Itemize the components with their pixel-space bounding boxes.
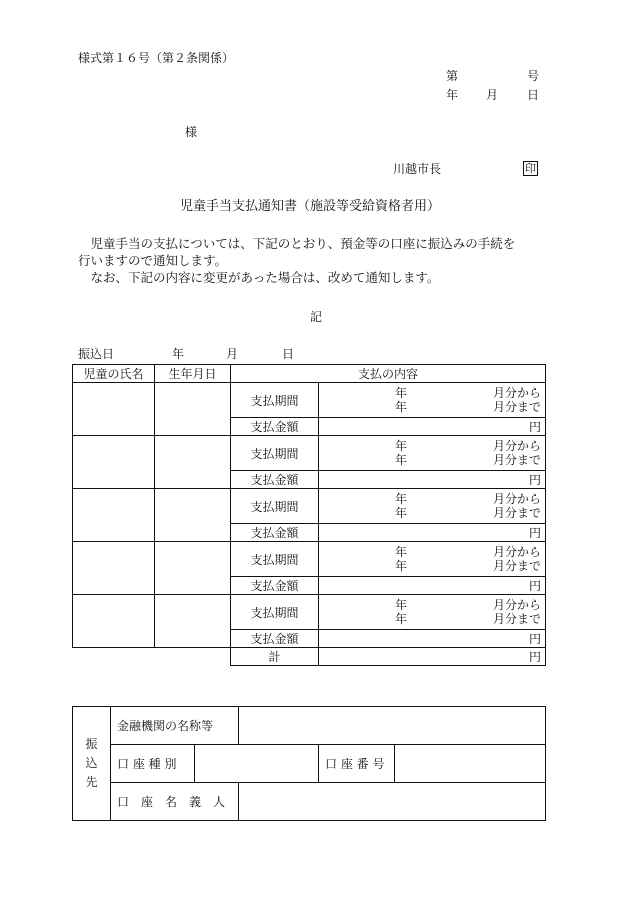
payment-table-header bbox=[73, 365, 546, 383]
period-month: 月分まで bbox=[492, 506, 541, 520]
birthdate-cell[interactable] bbox=[155, 489, 231, 542]
period-year: 年 bbox=[395, 506, 408, 520]
col-payment-content: 支払の内容 bbox=[231, 365, 546, 383]
number-suffix: 号 bbox=[527, 69, 540, 83]
body-line: なお、下記の内容に変更があった場合は、改めて通知します。 bbox=[90, 270, 440, 285]
payment-table bbox=[72, 364, 546, 666]
amount-label: 支払金額 bbox=[231, 471, 319, 489]
period-month: 月分から bbox=[492, 386, 541, 400]
period-month: 月分まで bbox=[492, 612, 541, 626]
child-name-cell[interactable] bbox=[73, 436, 155, 489]
body-line: 行いますので通知します。 bbox=[78, 253, 228, 268]
col-birthdate: 生年月日 bbox=[155, 365, 231, 383]
period-month: 月分から bbox=[492, 598, 541, 612]
child-name-cell[interactable] bbox=[73, 542, 155, 595]
body-line: 児童手当の支払については、下記のとおり、預金等の口座に振込みの手続を bbox=[90, 236, 516, 251]
transfer-destination-table bbox=[72, 706, 546, 821]
body-text bbox=[78, 235, 550, 286]
amount-label: 支払金額 bbox=[231, 577, 319, 595]
period-year: 年 bbox=[395, 559, 408, 573]
total-value: 円 bbox=[319, 648, 546, 666]
bank-name-field[interactable] bbox=[239, 707, 546, 745]
side-char: 込 bbox=[85, 756, 98, 770]
account-type-label: 口 座 種 別 bbox=[111, 745, 195, 783]
account-holder-label: 口 座 名 義 人 bbox=[111, 783, 239, 821]
period-year: 年 bbox=[395, 545, 408, 559]
period-value bbox=[319, 542, 546, 577]
ki-heading: 記 bbox=[310, 310, 323, 324]
period-month: 月分から bbox=[492, 492, 541, 506]
amount-label: 支払金額 bbox=[231, 418, 319, 436]
period-year: 年 bbox=[395, 453, 408, 467]
period-month: 月分から bbox=[492, 439, 541, 453]
account-number-label: 口 座 番 号 bbox=[319, 745, 395, 783]
period-month: 月分まで bbox=[492, 400, 541, 414]
period-value bbox=[319, 436, 546, 471]
date-year: 年 bbox=[446, 88, 459, 102]
total-row bbox=[73, 648, 546, 666]
period-year: 年 bbox=[395, 598, 408, 612]
account-holder-field[interactable] bbox=[239, 783, 546, 821]
amount-value: 円 bbox=[319, 418, 546, 436]
number-prefix: 第 bbox=[446, 69, 459, 83]
period-label: 支払期間 bbox=[231, 383, 319, 418]
period-month: 月分まで bbox=[492, 453, 541, 467]
period-year: 年 bbox=[395, 492, 408, 506]
document-title: 児童手当支払通知書（施設等受給資格者用） bbox=[180, 199, 441, 214]
addressee-suffix: 様 bbox=[185, 125, 198, 139]
transfer-date-label: 振込日 bbox=[78, 347, 115, 361]
transfer-date-day: 日 bbox=[282, 347, 295, 361]
table-row bbox=[73, 489, 546, 524]
period-value bbox=[319, 595, 546, 630]
period-label: 支払期間 bbox=[231, 542, 319, 577]
period-label: 支払期間 bbox=[231, 489, 319, 524]
period-label: 支払期間 bbox=[231, 595, 319, 630]
account-type-field[interactable] bbox=[195, 745, 319, 783]
table-row bbox=[73, 436, 546, 471]
col-child-name: 児童の氏名 bbox=[73, 365, 155, 383]
period-month: 月分から bbox=[492, 545, 541, 559]
amount-value: 円 bbox=[319, 524, 546, 542]
amount-value: 円 bbox=[319, 471, 546, 489]
table-row bbox=[73, 595, 546, 630]
period-year: 年 bbox=[395, 612, 408, 626]
child-name-cell[interactable] bbox=[73, 489, 155, 542]
birthdate-cell[interactable] bbox=[155, 436, 231, 489]
date-month: 月 bbox=[486, 88, 499, 102]
transfer-date-month: 月 bbox=[226, 347, 239, 361]
period-month: 月分まで bbox=[492, 559, 541, 573]
table-row bbox=[73, 383, 546, 418]
side-char: 振 bbox=[85, 737, 98, 751]
period-year: 年 bbox=[395, 439, 408, 453]
amount-value: 円 bbox=[319, 630, 546, 648]
child-name-cell[interactable] bbox=[73, 595, 155, 648]
amount-value: 円 bbox=[319, 577, 546, 595]
table-row bbox=[73, 542, 546, 577]
seal-mark: 印 bbox=[525, 162, 536, 175]
period-year: 年 bbox=[395, 400, 408, 414]
bank-name-label: 金融機関の名称等 bbox=[111, 707, 239, 745]
issuer: 川越市長 bbox=[393, 162, 442, 176]
birthdate-cell[interactable] bbox=[155, 542, 231, 595]
period-value bbox=[319, 383, 546, 418]
transfer-destination-label bbox=[73, 707, 111, 821]
amount-label: 支払金額 bbox=[231, 630, 319, 648]
amount-label: 支払金額 bbox=[231, 524, 319, 542]
account-number-field[interactable] bbox=[395, 745, 546, 783]
birthdate-cell[interactable] bbox=[155, 595, 231, 648]
side-char: 先 bbox=[85, 775, 98, 789]
transfer-date-year: 年 bbox=[172, 347, 185, 361]
period-value bbox=[319, 489, 546, 524]
form-number: 様式第１６号（第２条関係） bbox=[78, 51, 235, 65]
period-year: 年 bbox=[395, 386, 408, 400]
birthdate-cell[interactable] bbox=[155, 383, 231, 436]
total-label: 計 bbox=[231, 648, 319, 666]
child-name-cell[interactable] bbox=[73, 383, 155, 436]
period-label: 支払期間 bbox=[231, 436, 319, 471]
date-day: 日 bbox=[527, 88, 540, 102]
